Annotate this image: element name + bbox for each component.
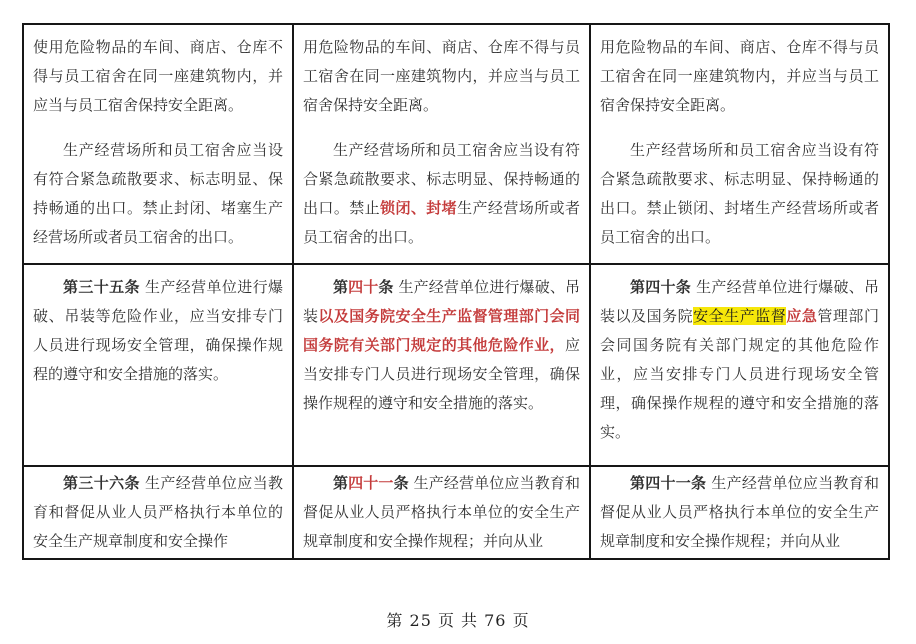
body-text: 生产经营场所和员工宿舍应当设有符合紧急疏散要求、标志明显、保持畅通的出口。禁止锁闭、封堵生产经营场所或者员工宿舍的出口。: [600, 141, 879, 246]
table-cell-r3-c1: [24, 467, 292, 558]
table-cell-r3-c3: [591, 467, 888, 558]
table-cell-r2-c2: [294, 265, 589, 465]
article-number: 第四十条: [630, 278, 692, 296]
body-text: 用危险物品的车间、商店、仓库不得与员工宿舍在同一座建筑物内，并应当与员工宿舍保持安全距离。: [303, 38, 580, 114]
paragraph: [33, 33, 283, 120]
article-number: 条: [378, 278, 394, 296]
paragraph: [600, 273, 879, 447]
article-number: 第: [333, 278, 349, 296]
table-cell-r2-c1: [24, 265, 292, 465]
article-number: 第: [333, 474, 349, 492]
paragraph: [303, 33, 580, 120]
page-number-text: 第 25 页 共 76 页: [386, 611, 530, 630]
highlighted-text: 安全生产监督: [693, 307, 787, 325]
body-text: 生产经营场所和员工宿舍应当设有符合紧急疏散要求、标志明显、保持畅通的出口。禁止封闭、堵塞生产经营场所或者员工宿舍的出口。: [33, 141, 283, 246]
revision-red-text: 四十一: [348, 474, 394, 492]
article-number: 条: [393, 474, 409, 492]
body-text: 生产经营单位应当教育和督促从业人员严格执行本单位的安全生产规章制度和安全操作规程；并向从业: [600, 474, 879, 550]
body-text: 生产经营单位应当教育和督促从业人员严格执行本单位的安全生产规章制度和安全操作规程；并向从业: [303, 474, 580, 550]
paragraph: [303, 469, 580, 556]
paragraph: [600, 136, 879, 252]
page-footer: [0, 608, 916, 631]
law-comparison-table: [22, 23, 890, 560]
body-text: 应当安排专门人员进行现场安全管理，确保操作规程的遵守和安全措施的落实。: [303, 336, 580, 412]
paragraph: [303, 273, 580, 418]
body-text: 生产经营单位应当教育和督促从业人员严格执行本单位的安全生产规章制度和安全操作: [33, 474, 283, 550]
table-cell-r1-c1: [24, 25, 292, 263]
body-text: 生产经营单位进行爆破、吊装: [303, 278, 580, 325]
revision-red-text: 应急: [786, 307, 818, 325]
table-cell-r2-c3: [591, 265, 888, 465]
paragraph: [303, 136, 580, 252]
table-cell-r3-c2: [294, 467, 589, 558]
body-text: 生产经营单位进行爆破、吊装等危险作业，应当安排专门人员进行现场安全管理，确保操作规程的遵守和安全措施的落实。: [33, 278, 283, 383]
body-text: 生产经营单位进行爆破、吊装以及国务院: [600, 278, 879, 325]
revision-red-text: 以及国务院安全生产监督管理部门会同国务院有关部门规定的其他危险作业，: [303, 307, 580, 354]
paragraph: [33, 469, 283, 556]
table-cell-r1-c3: [591, 25, 888, 263]
table-cell-r1-c2: [294, 25, 589, 263]
body-text: 使用危险物品的车间、商店、仓库不得与员工宿舍在同一座建筑物内，并应当与员工宿舍保持安全距离。: [33, 38, 283, 114]
article-number: 第三十六条: [63, 474, 140, 492]
body-text: 生产经营场所或者员工宿舍的出口。: [303, 199, 580, 246]
body-text: 管理部门会同国务院有关部门规定的其他危险作业，应当安排专门人员进行现场安全管理，确保操作规程的遵守和安全措施的落实。: [600, 307, 879, 441]
article-number: 第四十一条: [630, 474, 707, 492]
body-text: 用危险物品的车间、商店、仓库不得与员工宿舍在同一座建筑物内，并应当与员工宿舍保持安全距离。: [600, 38, 879, 114]
article-number: 第三十五条: [63, 278, 140, 296]
revision-red-text: 锁闭、封堵: [380, 199, 458, 217]
paragraph: [33, 273, 283, 389]
revision-red-text: 四十: [348, 278, 379, 296]
body-text: 生产经营场所和员工宿舍应当设有符合紧急疏散要求、标志明显、保持畅通的出口。禁止: [303, 141, 580, 217]
paragraph: [600, 33, 879, 120]
paragraph: [33, 136, 283, 252]
paragraph: [600, 469, 879, 556]
